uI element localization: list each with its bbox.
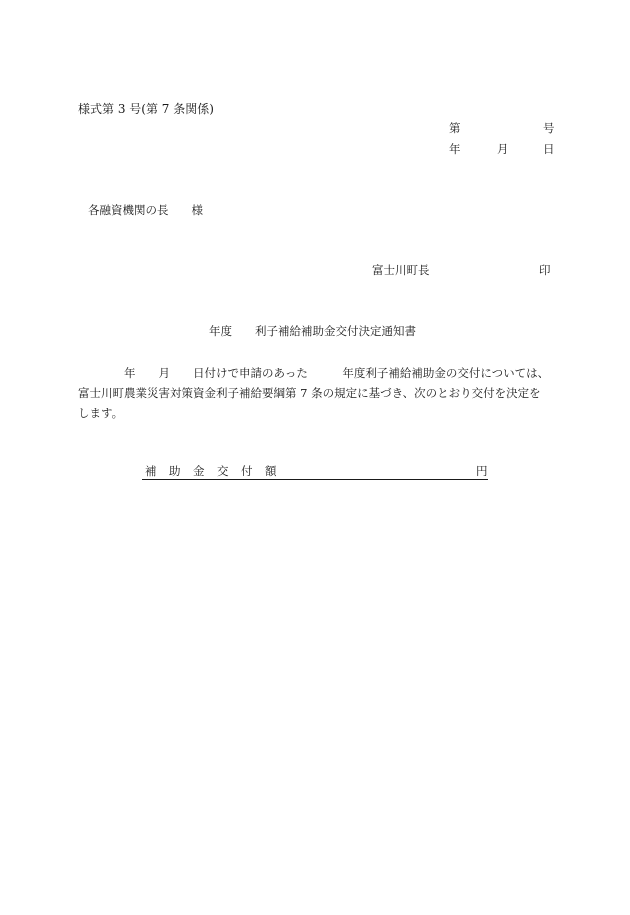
amount-unit: 円 (476, 464, 488, 478)
amount-label-char: 額 (265, 464, 277, 478)
amount-underline (142, 479, 488, 480)
amount-label-char: 交 (217, 464, 229, 478)
body-line-2: 富士川町農業災害対策資金利子補給要綱第 7 条の規定に基づき、次のとおり交付を決定を (78, 386, 541, 400)
sender-title: 富士川町長 (372, 263, 430, 277)
amount-label-char: 付 (241, 464, 253, 478)
addressee: 各融資機関の長 様 (88, 203, 203, 217)
number-label-dai: 第 (449, 121, 461, 135)
body-line-3: します。 (78, 406, 124, 420)
amount-label-char: 補 (145, 464, 157, 478)
document-title: 年度 利子補給補助金交付決定通知書 (209, 324, 416, 338)
date-month-label: 月 (497, 142, 509, 156)
amount-label-char: 金 (193, 464, 205, 478)
number-label-go: 号 (543, 121, 555, 135)
seal-mark: 印 (539, 263, 551, 277)
form-number: 様式第 3 号(第 7 条関係) (78, 102, 214, 116)
body-paragraph (78, 363, 566, 423)
amount-label-char: 助 (169, 464, 181, 478)
body-line-1: 年 月 日付けで申請のあった 年度利子補給補助金の交付については、 (78, 366, 550, 380)
date-day-label: 日 (543, 142, 555, 156)
date-year-label: 年 (449, 142, 461, 156)
